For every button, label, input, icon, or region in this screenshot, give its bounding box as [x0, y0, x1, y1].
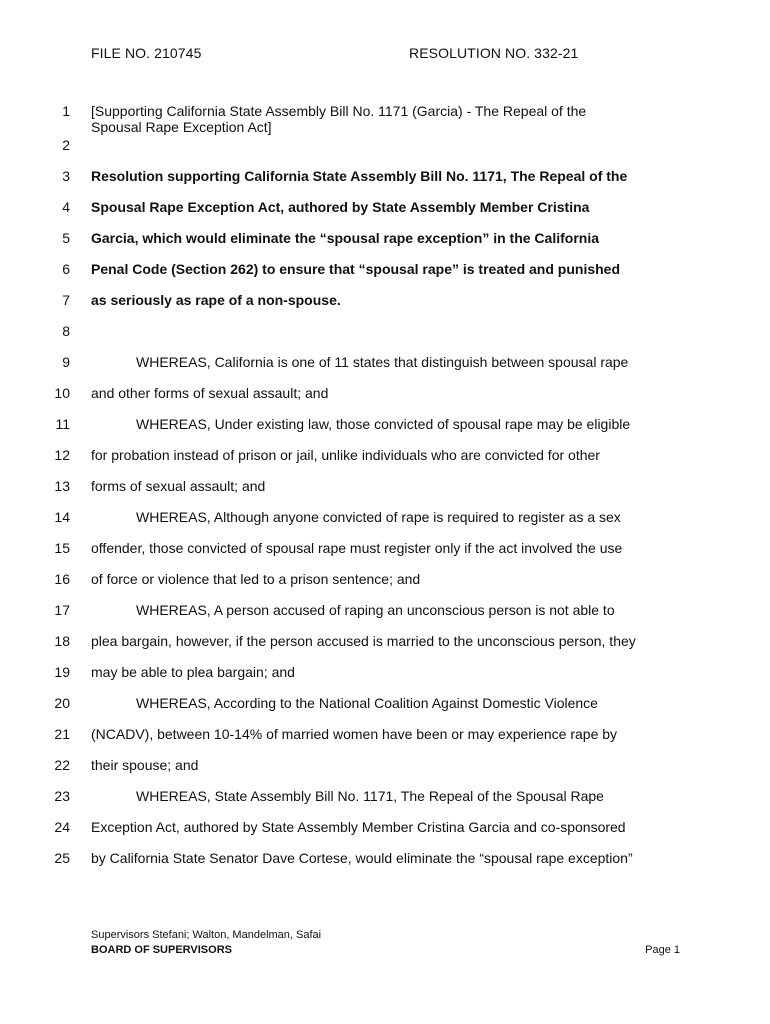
line-number: 9: [62, 354, 70, 370]
line-number-gutter: [0, 0, 70, 1024]
whereas-clause-line: WHEREAS, A person accused of raping an unconscious person is not able to: [136, 602, 615, 618]
resolution-title-line: Spousal Rape Exception Act, authored by State Assembly Member Cristina: [91, 199, 590, 215]
body-line: forms of sexual assault; and: [91, 478, 266, 494]
line-number: 17: [54, 602, 70, 618]
body-line: and other forms of sexual assault; and: [91, 385, 329, 401]
footer-sponsors: Supervisors Stefani; Walton, Mandelman, Safai: [91, 929, 322, 941]
subject-line: [91, 103, 651, 135]
whereas-clause-line: WHEREAS, Under existing law, those convicted of spousal rape may be eligible: [136, 416, 631, 432]
subject-line-1: [Supporting California State Assembly Bill No. 1171 (Garcia) - The Repeal of the: [91, 103, 587, 119]
whereas-clause-line: WHEREAS, California is one of 11 states that distinguish between spousal rape: [136, 354, 629, 370]
line-number: 6: [62, 261, 70, 277]
subject-line-2: Spousal Rape Exception Act]: [91, 119, 272, 135]
line-number: 7: [62, 292, 70, 308]
footer-board: BOARD OF SUPERVISORS: [91, 944, 232, 956]
line-number: 23: [54, 788, 70, 804]
line-number: 8: [62, 323, 70, 339]
body-line: of force or violence that led to a prison sentence; and: [91, 571, 421, 587]
line-number: 21: [54, 726, 70, 742]
whereas-clause-line: WHEREAS, State Assembly Bill No. 1171, The Repeal of the Spousal Rape: [136, 788, 604, 804]
body-line: by California State Senator Dave Cortese, would eliminate the “spousal rape exception”: [91, 850, 633, 866]
line-number: 4: [62, 199, 70, 215]
line-number: 18: [54, 633, 70, 649]
line-number: 11: [55, 416, 70, 432]
line-number: 15: [54, 540, 70, 556]
body-line: may be able to plea bargain; and: [91, 664, 295, 680]
line-number: 12: [54, 447, 70, 463]
resolution-title-line: Resolution supporting California State Assembly Bill No. 1171, The Repeal of the: [91, 168, 628, 184]
line-number: 22: [54, 757, 70, 773]
line-number: 13: [54, 478, 70, 494]
body-line: plea bargain, however, if the person accused is married to the unconscious person, they: [91, 633, 636, 649]
line-number: 3: [62, 168, 70, 184]
resolution-title-line: as seriously as rape of a non-spouse.: [91, 292, 341, 308]
line-number: 16: [54, 571, 70, 587]
whereas-clause-line: WHEREAS, According to the National Coalition Against Domestic Violence: [136, 695, 598, 711]
line-number: 20: [54, 695, 70, 711]
line-number: 14: [54, 509, 70, 525]
resolution-title-line: Garcia, which would eliminate the “spousal rape exception” in the California: [91, 230, 599, 246]
line-number: 19: [54, 664, 70, 680]
resolution-title-line: Penal Code (Section 262) to ensure that “spousal rape” is treated and punished: [91, 261, 621, 277]
body-line: for probation instead of prison or jail, unlike individuals who are convicted for other: [91, 447, 600, 463]
body-line: Exception Act, authored by State Assembly Member Cristina Garcia and co-sponsored: [91, 819, 626, 835]
line-number: 25: [54, 850, 70, 866]
page-number: Page 1: [645, 944, 680, 956]
line-number: 5: [62, 230, 70, 246]
whereas-clause-line: WHEREAS, Although anyone convicted of rape is required to register as a sex: [136, 509, 621, 525]
line-number: 24: [54, 819, 70, 835]
body-line: offender, those convicted of spousal rape must register only if the act involved the use: [91, 540, 623, 556]
body-line: their spouse; and: [91, 757, 199, 773]
file-number: FILE NO. 210745: [91, 45, 202, 61]
line-number: 1: [62, 103, 70, 119]
resolution-number: RESOLUTION NO. 332-21: [409, 45, 579, 61]
line-number: 10: [54, 385, 70, 401]
line-number: 2: [62, 137, 70, 153]
body-line: (NCADV), between 10-14% of married women have been or may experience rape by: [91, 726, 618, 742]
